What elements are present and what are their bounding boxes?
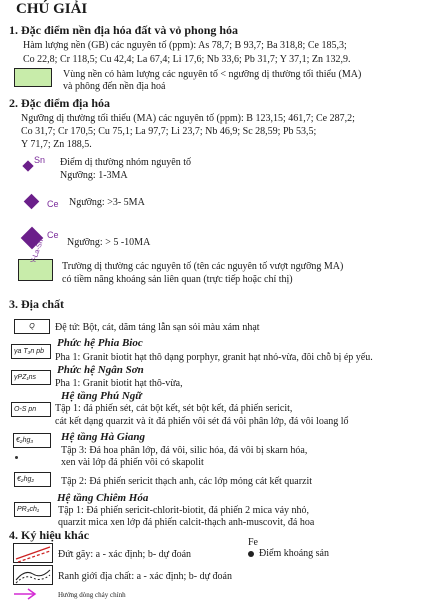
anomaly-small-diamond-icon <box>22 160 33 171</box>
s1-line2: Co 22,8; Cr 118,5; Cu 42,4; La 67,4; Li 17,6; Nb 33,6; Pb 31,7; Y 37,1; Zn 132,9. <box>23 54 351 65</box>
phu-ngu-symbol: O-S pn <box>11 402 51 417</box>
sym2-text: Ngưỡng: >3- 5MA <box>69 197 145 208</box>
s1-box-line1: Vùng nền có hàm lượng các nguyên tố < ngưỡng dị thường tối thiểu (MA) <box>63 69 362 80</box>
sym3-element: Ce <box>47 230 59 240</box>
chiem-hoa-line2: quarzit mica xen lớp đá phiến calcit-thạch anh-muscovit, đá hoa <box>58 517 315 528</box>
flow-text: Hướng dòng chảy chính <box>58 591 126 599</box>
chiem-hoa-symbol: PR₃ch₁ <box>14 502 51 517</box>
phia-bioc-text: Pha 1: Granit biotit hạt thô dạng porphyr, granit hạt nhỏ-vừa, đôi chỗ bị ép yếu. <box>55 352 373 363</box>
background-zone-swatch <box>14 68 52 87</box>
ngan-son-symbol: γPZ₁ns <box>11 370 51 385</box>
boundary-symbol-icon <box>13 565 53 585</box>
ha-giang-line2: xen vài lớp đá phiến vôi có skapolit <box>61 457 204 468</box>
sym1-line2: Ngưỡng: 1-3MA <box>60 170 128 181</box>
boundary-text: Ranh giới địa chất: a - xác định; b- dự đoán <box>58 571 232 582</box>
section1-heading: 1. Đặc điểm nền địa hóa đất và vỏ phong hóa <box>9 23 239 37</box>
phia-bioc-symbol: γa T₃n pb <box>11 344 51 359</box>
s2-line3: Y 71,7; Zn 188,5. <box>21 139 92 150</box>
phia-bioc-name: Phức hệ Phia Bioc <box>57 337 143 349</box>
fault-text: Đứt gãy: a - xác định; b- dự đoán <box>58 549 192 560</box>
ha-giang-line1: Tập 3: Đá hoa phân lớp, đá vôi, silic hóa, đá vôi bị skarn hóa, <box>61 445 308 456</box>
s2-line2: Co 31,7; Cr 170,5; Cu 75,1; La 97,7; Li 23,7; Nb 46,9; Sc 28,59; Pb 53,5; <box>21 126 317 137</box>
s2-box-line2: có tiềm năng khoáng sản liên quan (trực tiếp hoặc chỉ thị) <box>62 274 293 285</box>
ngan-son-name: Phức hệ Ngân Sơn <box>57 364 144 376</box>
s2-line1: Ngưỡng dị thường tối thiểu (MA) các nguyên tố (ppm): B 123,15; 461,7; Ce 287,2; <box>21 113 355 124</box>
section3-heading: 3. Địa chất <box>9 297 64 311</box>
q-text: Đệ tứ: Bột, cát, dăm tảng lẫn sạn sỏi màu xám nhạt <box>55 322 260 333</box>
fe-label: Fe <box>248 537 258 548</box>
sym3-text: Ngưỡng: > 5 -10MA <box>67 237 151 248</box>
mineral-point-text: Điểm khoáng sản <box>259 548 329 559</box>
s2-box-line1: Trường dị thường các nguyên tố (tên các nguyên tố vượt ngưỡng MA) <box>62 261 344 272</box>
ha-giang-symbol: €₂hg₃ <box>13 433 51 448</box>
tap2-symbol: €₂hg₂ <box>14 472 51 487</box>
s1-box-line2: và phông đến nền địa hoá <box>63 81 166 92</box>
section2-heading: 2. Đặc điểm địa hóa <box>9 96 111 110</box>
mineral-point-icon <box>248 551 254 557</box>
q-symbol: Q <box>14 319 50 334</box>
phu-ngu-name: Hệ tầng Phú Ngữ <box>61 390 142 402</box>
sym1-element: Sn <box>34 155 46 165</box>
chiem-hoa-name: Hệ tầng Chiêm Hóa <box>57 492 149 504</box>
sym1-line1: Điểm dị thường nhóm nguyên tố <box>60 157 191 168</box>
anomaly-field-label: Y-La-Sn <box>30 238 46 265</box>
chiem-hoa-line1: Tập 1: Đá phiến sericit-chlorit-biotit, đá phiến 2 mica vảy nhỏ, <box>58 505 310 516</box>
sym2-element: Ce <box>47 199 59 209</box>
legend-title: CHÚ GIẢI <box>16 1 88 17</box>
bullet-dot <box>15 456 18 459</box>
ngan-son-text: Pha 1: Granit biotit hạt thô-vừa, <box>55 378 183 389</box>
ha-giang-name: Hệ tầng Hà Giang <box>61 431 146 443</box>
section4-heading: 4. Ký hiệu khác <box>9 528 90 542</box>
tap2-text: Tập 2: Đá phiến sericit thạch anh, các lớp mỏng cát kết quarzit <box>61 476 313 487</box>
s1-line1: Hàm lượng nền (GB) các nguyên tố (ppm): As 78,7; B 93,7; Ba 318,8; Ce 185,3; <box>23 40 347 51</box>
anomaly-medium-diamond-icon <box>24 194 40 210</box>
phu-ngu-line2: cát kết dạng quarzit và ít đá phiến vôi sét đá vôi phân lớp, đá vôi loang lổ <box>55 416 349 427</box>
fault-symbol-icon <box>13 543 53 563</box>
phu-ngu-line1: Tập 1: đá phiến sét, cát bột kết, sét bột kết, đá phiến sericit, <box>55 403 293 414</box>
flow-arrow-icon <box>12 587 38 601</box>
